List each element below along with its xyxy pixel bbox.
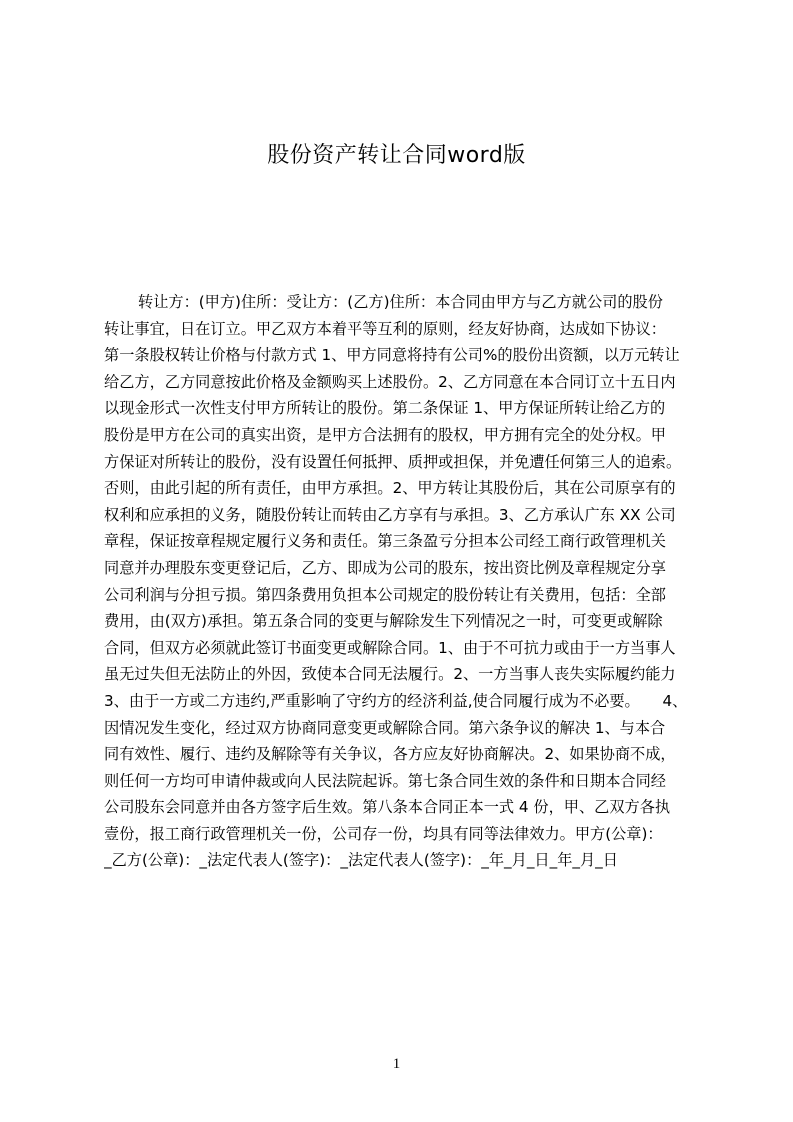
body-line: 合同，但双方必须就此签订书面变更或解除合同。1、由于不可抗力或由于一方当事人 — [104, 638, 676, 657]
body-line: 股份是甲方在公司的真实出资，是甲方合法拥有的股权，甲方拥有完全的处分权。甲 — [104, 425, 666, 444]
body-line: 以现金形式一次性支付甲方所转让的股份。第二条保证 1、甲方保证所转让给乙方的 — [104, 399, 666, 418]
body-line: 费用，由(双方)承担。第五条合同的变更与解除发生下列情况之一时，可变更或解除 — [104, 612, 663, 631]
body-line: 同有效性、履行、违约及解除等有关争议，各方应友好协商解决。2、如果协商不成， — [104, 745, 676, 764]
body-line: 方保证对所转让的股份，没有设置任何抵押、质押或担保，并免遭任何第三人的追索。 — [104, 452, 682, 471]
body-line: 第一条股权转让价格与付款方式 1、甲方同意将持有公司%的股份出资额，以万元转让 — [104, 346, 680, 365]
body-line: 同意并办理股东变更登记后，乙方、即成为公司的股东，按出资比例及章程规定分享 — [104, 558, 666, 577]
body-line: 给乙方，乙方同意按此价格及金额购买上述股份。2、乙方同意在本合同订立十五日内 — [104, 372, 676, 391]
body-line: 壹份，报工商行政管理机关一份，公司存一份，均具有同等法律效力。甲方(公章)： — [104, 824, 663, 843]
body-line: 因情况发生变化，经过双方协商同意变更或解除合同。第六条争议的解决 1、与本合 — [104, 718, 666, 737]
body-line: _乙方(公章)：_法定代表人(签字)：_法定代表人(签字)：_年_月_日_年_月_日 — [104, 851, 618, 870]
body-line: 否则，由此引起的所有责任，由甲方承担。2、甲方转让其股份后，其在公司原享有的 — [104, 479, 676, 498]
body-line: 虽无过失但无法防止的外因，致使本合同无法履行。2、一方当事人丧失实际履约能力 — [104, 665, 676, 684]
body-line: 则任何一方均可申请仲裁或向人民法院起诉。第七条合同生效的条件和日期本合同经 — [104, 771, 666, 790]
body-line: 公司股东会同意并由各方签字后生效。第八条本合同正本一式 4 份，甲、乙双方各执 — [104, 798, 671, 817]
body-line: 公司利润与分担亏损。第四条费用负担本公司规定的股份转让有关费用，包括：全部 — [104, 585, 666, 604]
body-line: 转让事宜，日在订立。甲乙双方本着平等互利的原则，经友好协商，达成如下协议： — [104, 319, 666, 338]
body-line: 3、由于一方或二方违约,严重影响了守约方的经济利益,使合同履行成为不必要。 4、 — [104, 691, 688, 710]
contract-body — [104, 289, 698, 879]
body-line: 权利和应承担的义务，随股份转让而转由乙方享有与承担。3、乙方承认广东 XX 公司 — [104, 505, 676, 524]
body-line: 转让方：(甲方)住所：受让方：(乙方)住所：本合同由甲方与乙方就公司的股份 — [138, 293, 663, 311]
body-line: 章程，保证按章程规定履行义务和责任。第三条盈亏分担本公司经工商行政管理机关 — [104, 532, 666, 551]
document-title: 股份资产转让合同word版 — [267, 143, 526, 168]
page-number: 1 — [392, 1056, 401, 1072]
